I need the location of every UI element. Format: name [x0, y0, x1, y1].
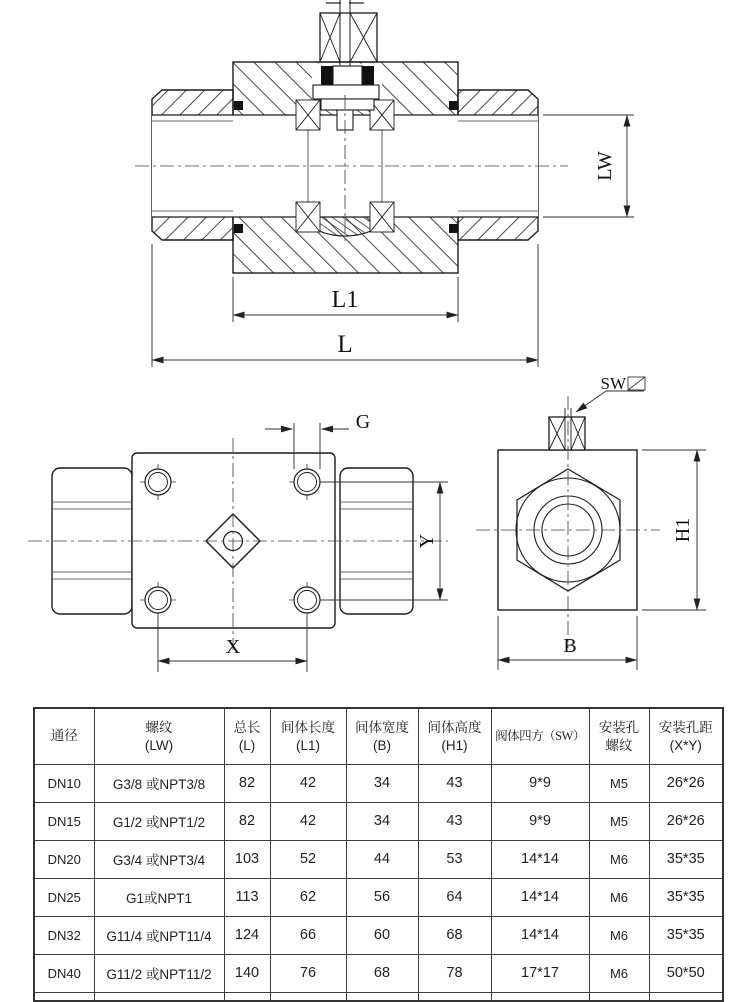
table-cell: 17*17	[491, 954, 589, 992]
table-cell: 68	[418, 916, 491, 954]
table-cell: 50*50	[649, 954, 723, 992]
table-row	[34, 802, 723, 840]
table-header-cell: 间体宽度 (B)	[346, 708, 418, 764]
table-cell: DN25	[34, 878, 94, 916]
table-cell: 43	[418, 764, 491, 802]
table-cell: 103	[224, 840, 270, 878]
table-cell: 56	[346, 878, 418, 916]
table-cell: G1或NPT1	[94, 878, 224, 916]
packing-seal-right	[362, 66, 374, 85]
dim-label-b: B	[563, 635, 577, 657]
side-view	[476, 374, 706, 670]
table-cell: 113	[224, 878, 270, 916]
table-cell: 35*35	[649, 916, 723, 954]
table-cell: G3/4 或NPT3/4	[94, 840, 224, 878]
table-cell: 78	[418, 954, 491, 992]
table-cell: M6	[589, 954, 649, 992]
spec-table	[33, 707, 724, 1002]
right-hex-connector	[340, 468, 413, 614]
table-cell: 53	[418, 840, 491, 878]
table-row	[34, 954, 723, 992]
table-cell: 34	[346, 802, 418, 840]
table-cell: G11/2 或NPT11/2	[94, 954, 224, 992]
table-cell: DN40	[34, 954, 94, 992]
table-cell: 124	[224, 916, 270, 954]
table-cell: DN20	[34, 840, 94, 878]
table-cell: 44	[346, 840, 418, 878]
table-cell: 68	[346, 954, 418, 992]
packing-seal-left	[321, 66, 333, 85]
table-cell: DN10	[34, 764, 94, 802]
table-cell: G1/2 或NPT1/2	[94, 802, 224, 840]
table-cell: M5	[589, 764, 649, 802]
table-cell: 60	[346, 916, 418, 954]
table-cell: DN15	[34, 802, 94, 840]
dim-label-g: G	[355, 411, 371, 433]
table-cell: 64	[418, 878, 491, 916]
table-header-cell: 安装孔距 (X*Y)	[649, 708, 723, 764]
front-section-view	[135, 0, 634, 367]
table-header-cell: 安装孔 螺纹	[589, 708, 649, 764]
table-cell: 26*26	[649, 764, 723, 802]
table-row	[34, 878, 723, 916]
table-cell: 14*14	[491, 878, 589, 916]
dim-label-h1: H1	[672, 517, 694, 543]
table-header-cell: 间体长度 (L1)	[270, 708, 346, 764]
dim-label-y: Y	[416, 533, 438, 549]
dim-label-l1: L1	[331, 287, 359, 313]
table-cell: 34	[346, 764, 418, 802]
table-cell: M6	[589, 840, 649, 878]
table-cell: DN32	[34, 916, 94, 954]
table-cell: 42	[270, 764, 346, 802]
table-header-cell: 通径	[34, 708, 94, 764]
table-cell: G3/8 或NPT3/8	[94, 764, 224, 802]
side-stem	[549, 408, 585, 450]
dim-label-sw: SW	[600, 374, 626, 393]
table-cell: 35*35	[649, 840, 723, 878]
table-cell: 82	[224, 764, 270, 802]
table-cell: 26*26	[649, 802, 723, 840]
table-cell: 14*14	[491, 916, 589, 954]
table-cell: 52	[270, 840, 346, 878]
dim-label-x: X	[225, 636, 241, 658]
table-header-cell: 总长 (L)	[224, 708, 270, 764]
table-cell: 35*35	[649, 878, 723, 916]
table-cell: 140	[224, 954, 270, 992]
table-row	[34, 916, 723, 954]
table-cell: 82	[224, 802, 270, 840]
body-square-face	[498, 450, 637, 610]
top-plan-view	[28, 411, 448, 672]
dim-label-lw: LW	[594, 151, 616, 181]
stem-square	[320, 13, 377, 62]
table-cell: 14*14	[491, 840, 589, 878]
table-cell: 62	[270, 878, 346, 916]
table-cell: M5	[589, 802, 649, 840]
table-cell: M6	[589, 878, 649, 916]
table-cell: G11/4 或NPT11/4	[94, 916, 224, 954]
table-cell: 66	[270, 916, 346, 954]
table-row	[34, 764, 723, 802]
table-cell: 9*9	[491, 802, 589, 840]
table-header-row	[34, 708, 723, 764]
table-header-cell: 间体高度 (H1)	[418, 708, 491, 764]
sw-callout	[576, 374, 645, 412]
gland-plate	[313, 85, 379, 99]
table-cell: 43	[418, 802, 491, 840]
table-header-cell: 阀体四方（SW）	[491, 708, 589, 764]
table-row	[34, 840, 723, 878]
table-header-cell: 螺纹 (LW)	[94, 708, 224, 764]
table-cell: M6	[589, 916, 649, 954]
dim-label-l: L	[337, 331, 353, 358]
table-cell: 42	[270, 802, 346, 840]
table-cell: 9*9	[491, 764, 589, 802]
table-cell: 76	[270, 954, 346, 992]
